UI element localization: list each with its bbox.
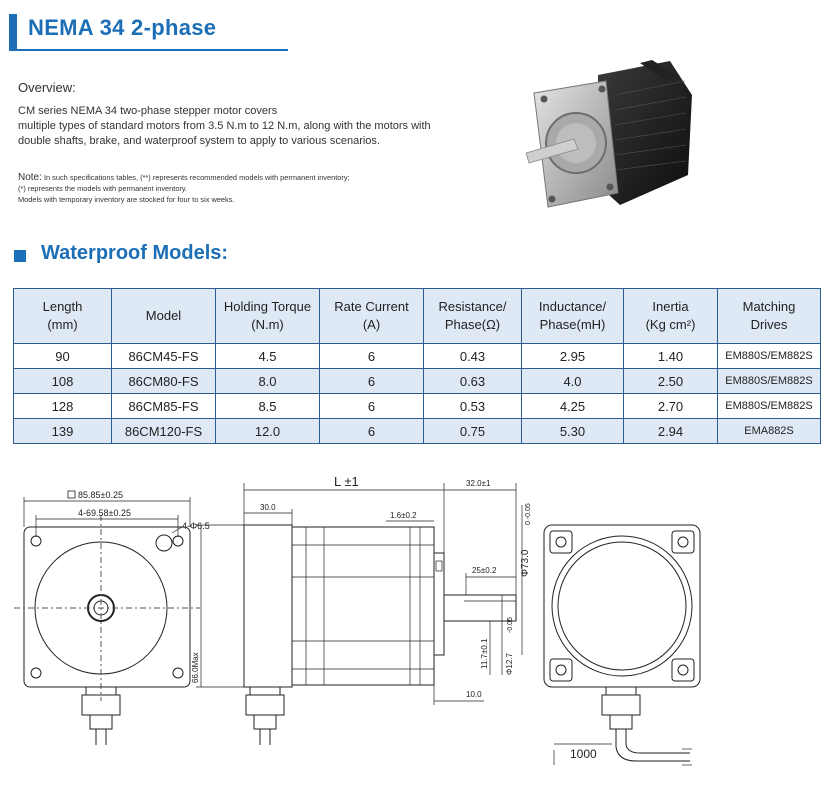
col-header-current: Rate Current (A) [320, 289, 424, 344]
overview-line: CM series NEMA 34 two-phase stepper motor covers [18, 105, 278, 117]
dim-length: L ±1 [334, 474, 359, 489]
overview-label: Overview: [18, 80, 76, 95]
table-row: 90 86CM45-FS 4.5 6 0.43 2.95 1.40 EM880S/EM882S [14, 344, 821, 369]
table-row: 139 86CM120-FS 12.0 6 0.75 5.30 2.94 EMA882S [14, 419, 821, 444]
dim-square: 85.85±0.25 [78, 490, 123, 500]
dim-flat: 11.7±0.1 [480, 638, 489, 669]
inventory-note [18, 172, 488, 205]
header-accent-bar [9, 14, 17, 50]
col-header-inductance: Inductance/ Phase(mH) [522, 289, 624, 344]
col-header-resistance: Resistance/ Phase(Ω) [424, 289, 522, 344]
dim-flange-thickness: 1.6±0.2 [390, 511, 417, 520]
note-line: Models with temporary inventory are stocked for four to six weeks. [18, 195, 235, 204]
table-header-row [14, 289, 821, 344]
note-line: (*) represents the models with permanent inventory. [18, 184, 188, 193]
front-view [14, 490, 210, 745]
dim-cable-length: 1000 [570, 747, 597, 761]
dim-shaft-tolerance: -0.05 [507, 617, 514, 633]
section-title: Waterproof Models: [41, 242, 229, 264]
specs-table [13, 288, 821, 444]
rear-view [544, 525, 700, 765]
col-header-model: Model [112, 289, 216, 344]
dim-flat-length: 25±0.2 [472, 566, 497, 575]
motor-product-image [520, 55, 700, 215]
dim-pilot: Φ73.0 [520, 549, 531, 577]
dim-flange-length: 30.0 [260, 503, 276, 512]
dim-height: 66.0Max [191, 652, 200, 683]
note-label: Note: [18, 172, 42, 183]
section-marker [14, 250, 26, 262]
overview-line: double shafts, brake, and waterproof system to apply to various scenarios. [18, 135, 380, 147]
dim-pilot-tolerance: 0 -0.05 [525, 503, 532, 525]
col-header-torque: Holding Torque (N.m) [216, 289, 320, 344]
page-title: NEMA 34 2-phase [28, 15, 217, 40]
dim-shaft-diameter: Φ12.7 [505, 653, 514, 675]
header-underline [9, 49, 288, 51]
overview-line: multiple types of standard motors from 3.5 N.m to 12 N.m, along with the motors with [18, 120, 431, 132]
table-row: 128 86CM85-FS 8.5 6 0.53 4.25 2.70 EM880S/EM882S [14, 394, 821, 419]
dim-bolt-spacing: 4-69.58±0.25 [78, 508, 131, 518]
col-header-drives: Matching Drives [718, 289, 821, 344]
dim-shaft-total: 32.0±1 [466, 479, 491, 488]
table-row: 108 86CM80-FS 8.0 6 0.63 4.0 2.50 EM880S/EM882S [14, 369, 821, 394]
col-header-length: Length (mm) [14, 289, 112, 344]
note-line: In such specifications tables, (**) represents recommended models with permanent inventory; [43, 173, 350, 182]
col-header-inertia: Inertia (Kg cm²) [624, 289, 718, 344]
side-view [191, 474, 532, 745]
overview-text [18, 104, 498, 149]
dimension-drawing [0, 465, 827, 785]
dim-shaft-end: 10.0 [466, 690, 482, 699]
dim-holes: 4-Φ6.5 [182, 521, 210, 531]
